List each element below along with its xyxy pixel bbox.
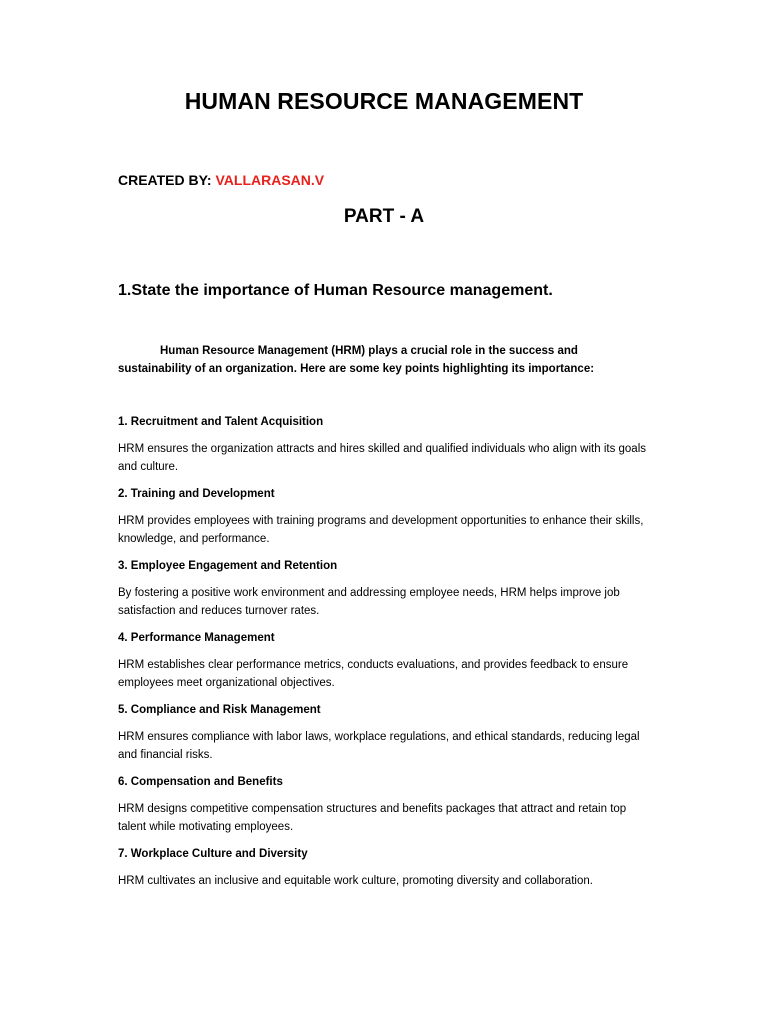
point-item [118,630,648,692]
point-item [118,846,648,891]
point-item [118,486,648,548]
point-heading: 5. Compliance and Risk Management [118,704,321,716]
point-heading: 2. Training and Development [118,488,275,500]
point-heading: 1. Recruitment and Talent Acquisition [118,416,324,428]
point-item [118,414,648,476]
author-name: VALLARASAN.V [215,172,325,188]
point-item [118,558,648,620]
point-body: HRM designs competitive compensation structures and benefits packages that attract and retain top talent while motivating employees. [118,803,627,833]
point-heading: 7. Workplace Culture and Diversity [118,848,308,860]
point-body: HRM ensures compliance with labor laws, workplace regulations, and ethical standards, reducing legal and financial risks. [118,731,640,761]
point-body: HRM cultivates an inclusive and equitable work culture, promoting diversity and collaboration. [118,875,593,887]
point-body: HRM ensures the organization attracts and hires skilled and qualified individuals who align with its goals and culture. [118,443,647,473]
point-heading: 6. Compensation and Benefits [118,776,283,788]
part-heading: PART - A [343,206,425,227]
point-body: By fostering a positive work environment and addressing employee needs, HRM helps improve job satisfaction and reduces turnover rates. [118,587,620,617]
point-heading: 3. Employee Engagement and Retention [118,560,338,572]
created-by-label: CREATED BY: [118,172,216,188]
point-body: HRM establishes clear performance metrics, conducts evaluations, and provides feedback to ensure employees meet organizational objectives. [118,659,629,689]
intro-paragraph: Human Resource Management (HRM) plays a crucial role in the success and sustainability of an organization. Here are some key points highlighting its importance: [118,345,595,375]
created-by-line [118,172,324,188]
importance-points-list [118,414,648,901]
point-item [118,774,648,836]
point-heading: 4. Performance Management [118,632,275,644]
point-body: HRM provides employees with training programs and development opportunities to enhance their skills, knowledge, and performance. [118,515,644,545]
document-title: HUMAN RESOURCE MANAGEMENT [184,88,584,114]
question-heading: 1.State the importance of Human Resource management. [118,282,553,299]
point-item [118,702,648,764]
